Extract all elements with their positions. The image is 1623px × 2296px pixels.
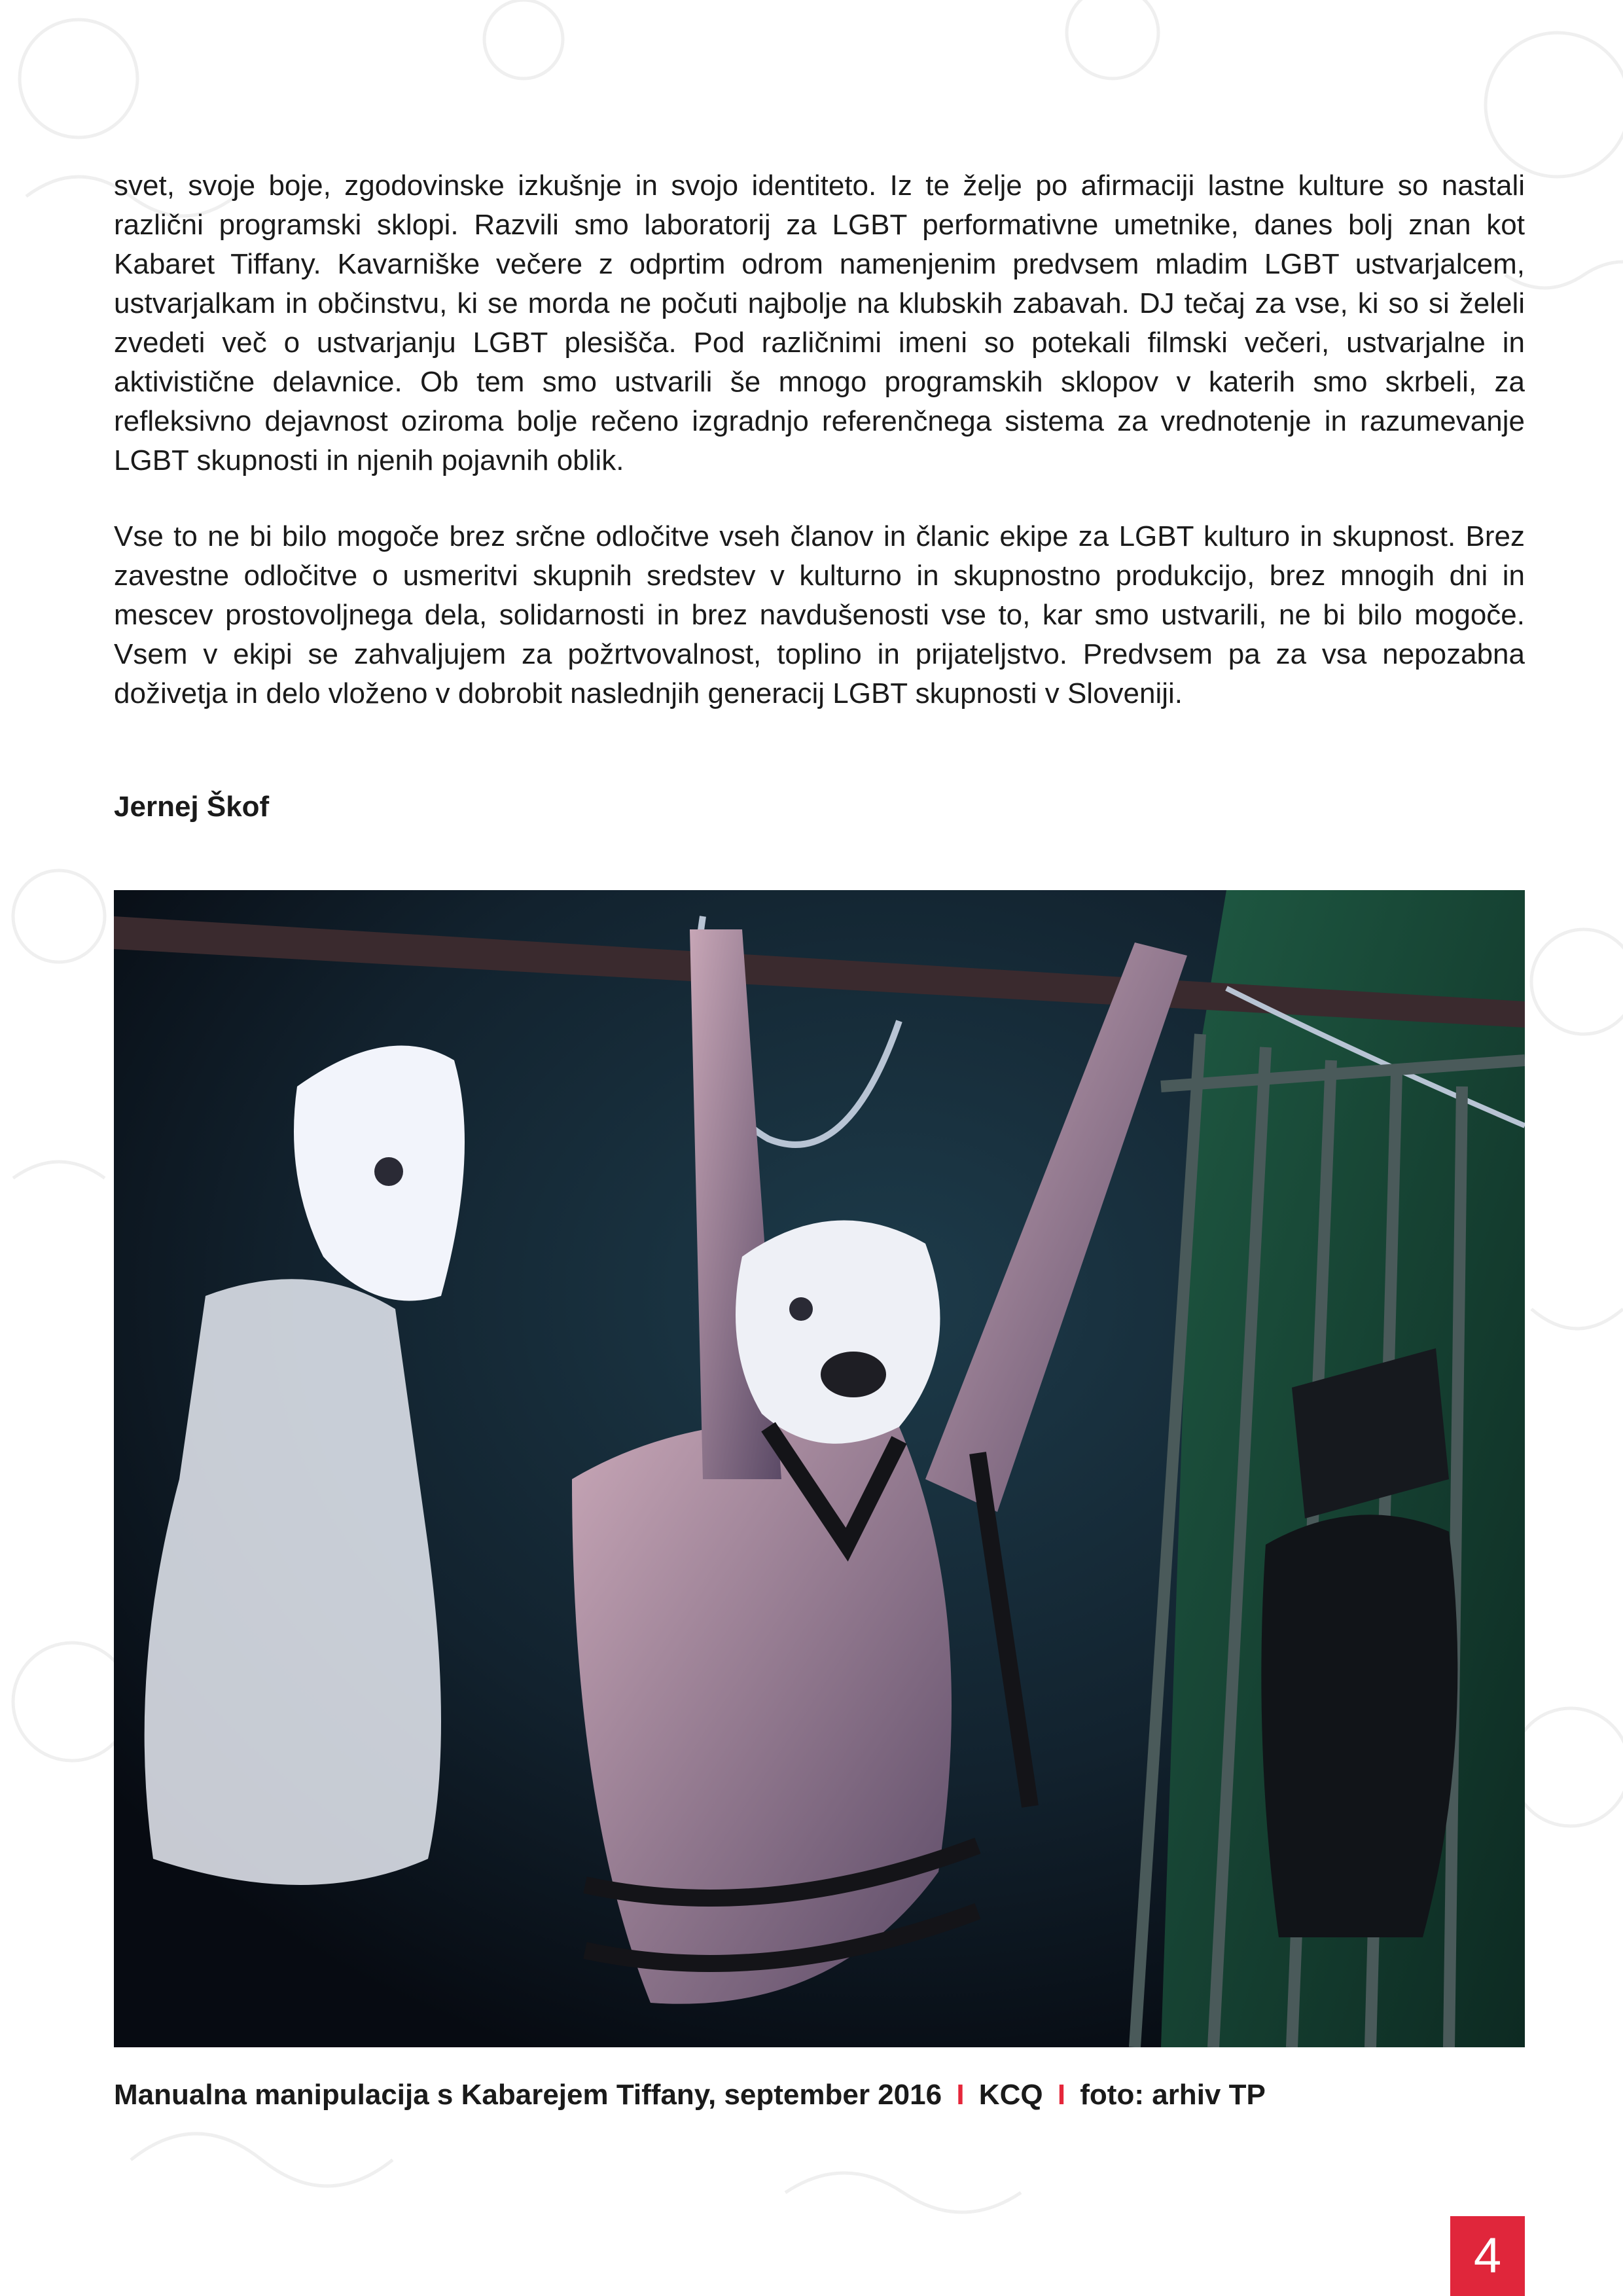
body-paragraph-1: svet, svoje boje, zgodovinske izkušnje in svojo identiteto. Iz te želje po afirmaciji lastne kulture so nastali različni programski sklopi. Razvili smo laboratorij za LGBT performativne umetnike, danes bolj znan kot Kabaret Tiffany. Kavarniške večere z odprtim odrom namenjenim predvsem mladim LGBT ustvarjalcem, ustvarjalkam in občinstvu, ki se morda ne počuti najbolje na klubskih zabavah. DJ tečaj za vse, ki so si želeli zvedeti več o ustvarjanju LGBT plesišča. Pod različnimi imeni so potekali filmski večeri, ustvarjalne in aktivistične delavnice. Ob tem smo ustvarili še mnogo programskih sklopov v katerih smo skrbeli, za refleksivno dejavnost oziroma bolje rečeno izgradnjo referenčnega sistema za vrednotenje in razumevanje LGBT skupnosti in njenih pojavnih oblik. bbox=[114, 170, 1525, 476]
body-paragraph-2: Vse to ne bi bilo mogoče brez srčne odločitve vseh članov in članic ekipe za LGBT kulturo in skupnost. Brez zavestne odločitve o usmeritvi skupnih sredstev v kulturno in skupnostno produkcijo, brez mnogih dni in mescev prostovoljnega dela, solidarnosti in brez navdušenosti vse to, kar smo ustvarili, ne bi bilo mogoče. Vsem v ekipi se zahvaljujem za požrtvovalnost, toplino in prijateljstvo. Predvsem pa za vsa nepozabna doživetja in delo vloženo v dobrobit naslednjih generacij LGBT skupnosti v Sloveniji. bbox=[114, 520, 1525, 709]
caption-title: Manualna manipulacija s Kabarejem Tiffany, september 2016 bbox=[114, 2079, 942, 2111]
page-number: 4 bbox=[1450, 2216, 1525, 2296]
photo-caption bbox=[114, 2079, 1266, 2111]
caption-venue: KCQ bbox=[978, 2079, 1043, 2111]
caption-separator: I bbox=[956, 2079, 965, 2111]
caption-credit: foto: arhiv TP bbox=[1080, 2079, 1266, 2111]
author-signature: Jernej Škof bbox=[114, 791, 270, 823]
performance-photo-illustration bbox=[114, 890, 1525, 2047]
performance-photo bbox=[114, 890, 1525, 2047]
caption-separator: I bbox=[1057, 2079, 1066, 2111]
